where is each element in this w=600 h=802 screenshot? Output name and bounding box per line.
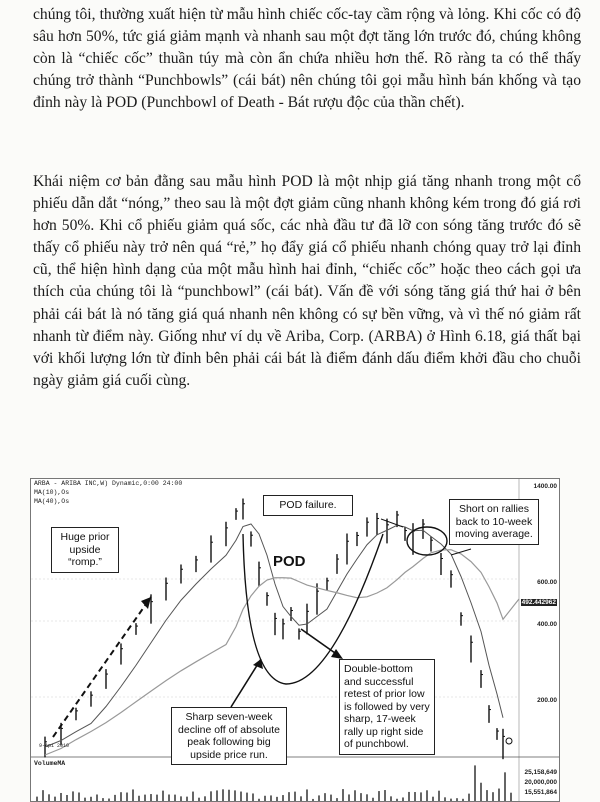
figure-6-18-chart: [30, 478, 560, 802]
callout-short-rallies: Short on rallies back to 10-week moving average.: [449, 499, 539, 545]
callout-prior-romp: Huge prior upside “romp.”: [51, 527, 119, 573]
chart-header: ARBA - ARIBA INC,W) Dynamic,0:00 24:00: [34, 480, 183, 487]
romp-arrow-line: [53, 597, 151, 737]
callout-double-bottom: Double-bottom and successful retest of prior low is followed by very sharp, 17-week rally up right side of punchbowl.: [339, 659, 435, 755]
y-axis-label-400: 400.00: [537, 621, 557, 628]
romp-arrow-head: [141, 597, 151, 609]
y-axis-label-600: 600.00: [537, 579, 557, 586]
y-axis-label-1400: 1400.00: [533, 483, 557, 490]
body-paragraph-1: chúng tôi, thường xuất hiện từ mẫu hình chiếc cốc-tay cầm rộng và lỏng. Khi cốc có độ sâu hơn 50%, tức giá giảm mạnh và nhanh sau một đợt tăng lớn trước đó, chúng không còn là “chiếc cốc” thuần túy mà còn ẩn chứa nhiều hơn thế. Rõ ràng ta có thể thấy chúng trở thành “Punchbowls” (cái bát) nên chúng tôi gọi mẫu hình bán khống và tạo đỉnh này là POD (Punchbowl of Death - Bát rượu độc của thần chết).: [33, 6, 581, 112]
failure-pointer: [381, 519, 403, 527]
body-paragraph-2: Khái niệm cơ bản đằng sau mẫu hình POD là một nhịp giá tăng nhanh trong một cổ phiếu dẫn dắt “nóng,” theo sau là một đợt giảm cũng nhanh không kém trong đó giá rơi hơn 50%. Khi cổ phiếu giảm quá sốc, các nhà đầu tư đã lỡ con sóng tăng trước đó sẽ thấy cổ phiếu này trở nên quá “rẻ,” họ đẩy giá cổ phiếu nhanh chóng quay trở lại đỉnh cũ, thể hiện hình dạng của một mẫu hình hai đỉnh, “chiếc cốc” hoặc theo cách gọi ưa thích của chúng tôi là “punchbowl” (cái bát). Vấn đề với sóng tăng giá thứ hai ở bên phải cái bát là nó tăng giá quá nhanh nên không có sự bền vững, và vì thế nó giảm rất nhanh từ điểm này. Giống như ví dụ về Ariba, Corp. (ARBA) ở Hình 6.18, giá thất bại với khối lượng lớn từ đỉnh bên phải cái bát là điểm đánh dấu điểm khởi đầu cho chuỗi ngày giảm giá cuối cùng.: [33, 173, 581, 389]
ma40-legend: MA(40),Os: [34, 498, 70, 505]
callout-sharp-decline: Sharp seven-week decline off of absolute peak following big upside price run.: [171, 707, 287, 765]
ma10-legend: MA(10),Os: [34, 489, 70, 496]
pod-label: POD: [273, 553, 306, 570]
y-axis-label-200: 200.00: [537, 697, 557, 704]
callout-pod-failure: POD failure.: [263, 495, 353, 516]
volume-label: VolumeMA: [34, 760, 66, 767]
y-axis-label-current: 492.442962: [521, 599, 556, 606]
volume-axis-label-2: 20,000,000: [524, 779, 557, 786]
volume-axis-label-1: 25,158,649: [524, 769, 557, 776]
date-label: 9-Ap1 2010: [39, 743, 70, 749]
double-bottom-pointer: [301, 629, 335, 653]
volume-axis-label-3: 15,551,864: [524, 789, 557, 796]
end-marker: [506, 738, 512, 744]
